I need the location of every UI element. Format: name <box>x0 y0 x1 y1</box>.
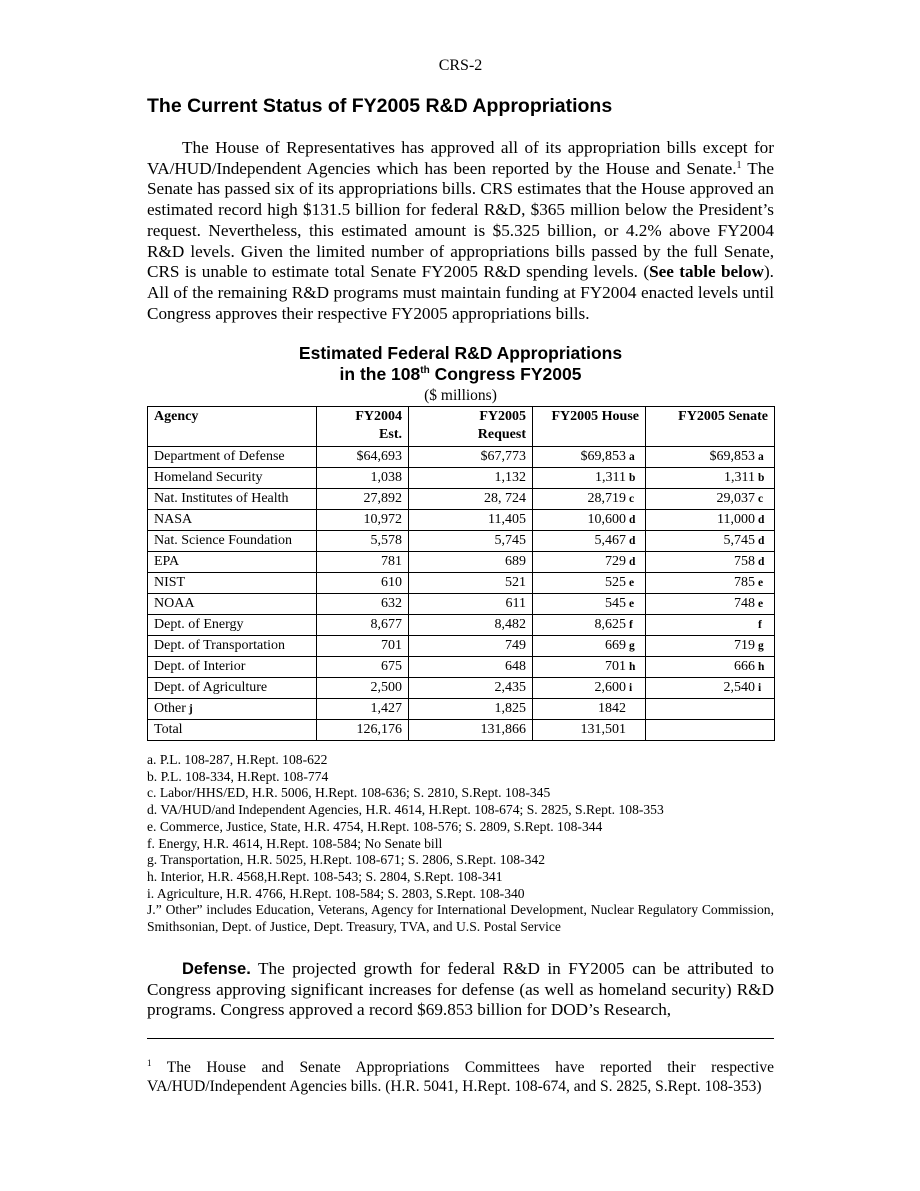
cell-fy2004 <box>317 657 409 678</box>
cell-fy2005-senate-note-mark: d <box>758 514 765 526</box>
cell-fy2004 <box>317 678 409 699</box>
cell-agency-value: Dept. of Agriculture <box>154 680 268 695</box>
cell-agency-value: NIST <box>154 575 186 590</box>
cell-fy2004 <box>317 636 409 657</box>
cell-agency <box>148 657 317 678</box>
cell-fy2005-request-value: 611 <box>505 596 526 611</box>
cell-fy2005-request <box>409 636 533 657</box>
cell-fy2005-senate <box>646 636 775 657</box>
cell-fy2005-request <box>409 720 533 741</box>
cell-fy2004-value: 701 <box>381 638 402 653</box>
cell-agency-value: Nat. Institutes of Health <box>154 491 289 506</box>
cell-fy2005-request-value: 1,132 <box>494 470 526 485</box>
table-row <box>148 699 775 720</box>
cell-fy2005-house-value: 2,600 <box>594 680 626 695</box>
cell-fy2005-house-note-mark: e <box>629 598 635 610</box>
cell-agency-value: Total <box>154 722 183 737</box>
cell-fy2005-house-value: 701 <box>605 659 626 674</box>
defense-run-in-heading: Defense. <box>182 960 251 978</box>
cell-fy2005-house-value: 10,600 <box>587 512 626 527</box>
table-row <box>148 678 775 699</box>
table-row <box>148 510 775 531</box>
table-row <box>148 489 775 510</box>
table-row <box>148 531 775 552</box>
cell-fy2005-senate <box>646 489 775 510</box>
table-title-line-1: Estimated Federal R&D Appropriations <box>298 343 623 363</box>
cell-fy2005-house <box>533 573 646 594</box>
cell-fy2005-request <box>409 489 533 510</box>
cell-fy2005-request-value: 11,405 <box>488 512 526 527</box>
cell-fy2004 <box>317 489 409 510</box>
cell-fy2005-senate <box>646 699 775 720</box>
cell-agency <box>148 636 317 657</box>
cell-fy2005-senate-value: 5,745 <box>723 533 755 548</box>
cell-fy2004 <box>317 594 409 615</box>
cell-fy2005-senate <box>646 531 775 552</box>
table-row <box>148 657 775 678</box>
cell-fy2005-request <box>409 552 533 573</box>
cell-fy2005-request-value: 5,745 <box>494 533 526 548</box>
cell-fy2004-value: 632 <box>381 596 402 611</box>
cell-fy2005-house-value: 545 <box>605 596 626 611</box>
defense-text: The projected growth for federal R&D in FY2005 can be attributed to Congress approving significant increases for defense (as well as homeland security) R&D programs. Congress approved a record $69.853 billion for DOD’s Research, <box>147 959 774 1020</box>
intro-text-1: The House of Representatives has approved all of its appropriation bills except for VA/HUD/Independent Agencies which has been reported by the House and Senate. <box>147 138 774 178</box>
cell-fy2005-request-value: 749 <box>505 638 526 653</box>
footnote <box>147 1058 774 1096</box>
table-note: J.” Other” includes Education, Veterans, Agency for International Development, Nuclear Regulatory Commission, Smithsonian, Dept. of Justice, Dept. Treasury, TVA, and U.S. Postal Service <box>147 902 774 935</box>
cell-fy2005-house <box>533 510 646 531</box>
cell-fy2005-house-note-mark: f <box>629 619 633 631</box>
cell-agency-value: Nat. Science Foundation <box>154 533 293 548</box>
cell-fy2004 <box>317 552 409 573</box>
cell-agency-value: NOAA <box>154 596 195 611</box>
table-row <box>148 720 775 741</box>
table-title-pre: in the 108 <box>339 364 421 384</box>
intro-text-3: ). All of the remaining R&D programs must maintain funding at FY2004 enacted levels until Congress approves their respective FY2005 appropriations bills. <box>147 262 774 323</box>
cell-fy2005-request <box>409 510 533 531</box>
cell-agency-value: Dept. of Transportation <box>154 638 286 653</box>
cell-fy2005-house-note-mark: g <box>629 640 635 652</box>
table-row <box>148 615 775 636</box>
cell-fy2005-request-value: 689 <box>505 554 526 569</box>
cell-fy2005-senate <box>646 468 775 489</box>
header-fy2005-house: FY2005 House <box>533 407 646 447</box>
cell-fy2004-value: 8,677 <box>370 617 402 632</box>
cell-fy2005-house <box>533 594 646 615</box>
cell-fy2005-house-value: 8,625 <box>594 617 626 632</box>
cell-fy2005-request <box>409 657 533 678</box>
table-note: d. VA/HUD/and Independent Agencies, H.R. 4614, H.Rept. 108-674; S. 2825, S.Rept. 108-353 <box>147 802 664 818</box>
cell-fy2004 <box>317 615 409 636</box>
cell-agency-value: Dept. of Interior <box>154 659 246 674</box>
table-title <box>147 343 774 385</box>
cell-fy2005-house <box>533 552 646 573</box>
cell-fy2005-senate-note-mark: d <box>758 535 765 547</box>
cell-fy2004 <box>317 720 409 741</box>
cell-fy2005-house-value: 669 <box>605 638 626 653</box>
header-fy2004-line2: Est. <box>379 427 402 442</box>
table-note: f. Energy, H.R. 4614, H.Rept. 108-584; No Senate bill <box>147 835 443 851</box>
see-table-reference: See table below <box>649 262 764 282</box>
table-row <box>148 447 775 468</box>
cell-agency <box>148 573 317 594</box>
cell-fy2005-house-value: 1,311 <box>595 470 626 485</box>
header-request-line2: Request <box>477 427 526 442</box>
cell-agency <box>148 594 317 615</box>
cell-agency-value: Other <box>154 701 186 716</box>
table-units: ($ millions) <box>424 387 497 404</box>
cell-fy2005-house <box>533 636 646 657</box>
cell-fy2005-house <box>533 615 646 636</box>
cell-fy2005-senate <box>646 447 775 468</box>
cell-fy2005-senate-value: 666 <box>734 659 755 674</box>
cell-fy2005-request <box>409 447 533 468</box>
cell-fy2005-request-value: 648 <box>505 659 526 674</box>
cell-agency <box>148 489 317 510</box>
cell-fy2005-house-value: 1842 <box>598 701 626 716</box>
cell-fy2004 <box>317 573 409 594</box>
cell-fy2004-value: 610 <box>381 575 402 590</box>
cell-fy2004-value: 781 <box>381 554 402 569</box>
cell-fy2005-senate <box>646 657 775 678</box>
cell-fy2005-senate-value: $69,853 <box>709 449 755 464</box>
table-title-line-2 <box>147 364 774 385</box>
cell-fy2004-value: $64,693 <box>356 449 402 464</box>
cell-fy2005-house-value: $69,853 <box>580 449 626 464</box>
cell-fy2004-value: 126,176 <box>356 722 402 737</box>
header-fy2004 <box>317 407 409 447</box>
cell-fy2005-house-note-mark: e <box>629 577 635 589</box>
cell-fy2004-value: 10,972 <box>363 512 402 527</box>
cell-agency <box>148 678 317 699</box>
header-fy2005-senate: FY2005 Senate <box>646 407 775 447</box>
footnote-mark: 1 <box>147 1058 152 1068</box>
table-note: i. Agriculture, H.R. 4766, H.Rept. 108-584; S. 2803, S.Rept. 108-340 <box>147 885 525 901</box>
cell-fy2005-house <box>533 657 646 678</box>
cell-fy2005-request <box>409 468 533 489</box>
cell-fy2005-house-note-mark: d <box>629 535 636 547</box>
cell-fy2005-senate-value: 785 <box>734 575 755 590</box>
cell-fy2005-request-value: 2,435 <box>494 680 526 695</box>
cell-fy2005-house-value: 28,719 <box>587 491 626 506</box>
cell-fy2005-senate <box>646 678 775 699</box>
table-title-post: Congress FY2005 <box>429 364 582 384</box>
cell-agency <box>148 615 317 636</box>
table-note: h. Interior, H.R. 4568,H.Rept. 108-543; S. 2804, S.Rept. 108-341 <box>147 868 503 884</box>
cell-fy2005-house <box>533 699 646 720</box>
cell-fy2005-senate-note-mark: a <box>758 451 764 463</box>
table-row <box>148 573 775 594</box>
cell-fy2004-value: 675 <box>381 659 402 674</box>
table-note: a. P.L. 108-287, H.Rept. 108-622 <box>147 752 328 767</box>
cell-fy2004 <box>317 468 409 489</box>
cell-fy2005-house-value: 131,501 <box>580 722 626 737</box>
cell-agency-value: Homeland Security <box>154 470 263 485</box>
page-number: CRS-2 <box>438 57 483 74</box>
cell-fy2005-senate-note-mark: e <box>758 598 764 610</box>
footnote-text: The House and Senate Appropriations Committees have reported their respective VA/HUD/Independent Agencies bills. (H.R. 5041, H.Rept. 108-674, and S. 2825, S.Rept. 108-353) <box>147 1059 774 1095</box>
cell-agency-value: NASA <box>154 512 193 527</box>
table-notes <box>147 752 774 936</box>
defense-paragraph <box>147 959 774 1021</box>
cell-fy2005-senate-note-mark: c <box>758 493 764 505</box>
table-note: c. Labor/HHS/ED, H.R. 5006, H.Rept. 108-636; S. 2810, S.Rept. 108-345 <box>147 785 551 801</box>
cell-fy2005-senate-note-mark: i <box>758 682 762 694</box>
cell-fy2005-senate <box>646 510 775 531</box>
cell-fy2005-house <box>533 531 646 552</box>
table-title-sup: th <box>420 365 430 376</box>
footnote-separator <box>147 1038 774 1039</box>
cell-fy2005-senate-value: 758 <box>734 554 755 569</box>
cell-fy2005-house <box>533 489 646 510</box>
cell-fy2005-request-value: 1,825 <box>494 701 526 716</box>
table-note: b. P.L. 108-334, H.Rept. 108-774 <box>147 768 329 784</box>
cell-fy2005-senate-value: 748 <box>734 596 755 611</box>
cell-fy2005-house <box>533 720 646 741</box>
cell-agency <box>148 447 317 468</box>
cell-fy2005-request <box>409 594 533 615</box>
cell-agency <box>148 531 317 552</box>
cell-fy2004 <box>317 447 409 468</box>
cell-fy2005-house-note-mark: i <box>629 682 633 694</box>
cell-fy2004 <box>317 510 409 531</box>
cell-fy2005-house-note-mark: a <box>629 451 635 463</box>
cell-fy2005-senate-note-mark: f <box>758 619 762 631</box>
cell-fy2004 <box>317 699 409 720</box>
cell-agency <box>148 552 317 573</box>
table-row <box>148 594 775 615</box>
cell-fy2005-house <box>533 678 646 699</box>
cell-fy2005-request <box>409 531 533 552</box>
cell-fy2005-senate-value: 719 <box>734 638 755 653</box>
cell-fy2005-request-value: 521 <box>505 575 526 590</box>
intro-paragraph <box>147 138 774 324</box>
cell-fy2005-senate-note-mark: e <box>758 577 764 589</box>
cell-fy2005-house-value: 729 <box>605 554 626 569</box>
intro-text-2: The Senate has passed six of its appropriations bills. CRS estimates that the House approved an estimated record high $131.5 billion for federal R&D, $365 million below the President’s request. Nevertheless, this estimated amount is $5.325 billion, or 4.2% above FY2004 R&D levels. Given the limited number of appropriations bills passed by the full Senate, CRS is unable to estimate total Senate FY2005 R&D spending levels. ( <box>147 158 774 282</box>
cell-fy2005-senate-note-mark: h <box>758 661 765 673</box>
cell-fy2005-senate-value: 11,000 <box>717 512 755 527</box>
table-header-row <box>148 407 775 447</box>
cell-agency <box>148 699 317 720</box>
cell-fy2005-senate-value: 1,311 <box>724 470 755 485</box>
cell-fy2005-request <box>409 678 533 699</box>
cell-agency <box>148 720 317 741</box>
cell-fy2005-request <box>409 573 533 594</box>
cell-fy2005-senate <box>646 573 775 594</box>
cell-fy2005-house-value: 5,467 <box>594 533 626 548</box>
cell-fy2004 <box>317 531 409 552</box>
cell-fy2005-senate-note-mark: g <box>758 640 764 652</box>
cell-fy2005-senate-value: 2,540 <box>723 680 755 695</box>
cell-fy2005-house-value: 525 <box>605 575 626 590</box>
table-row <box>148 636 775 657</box>
cell-fy2005-house-note-mark: d <box>629 514 636 526</box>
cell-fy2004-value: 1,038 <box>370 470 402 485</box>
cell-fy2005-house-note-mark: h <box>629 661 636 673</box>
table-row <box>148 468 775 489</box>
cell-fy2005-request-value: 131,866 <box>480 722 526 737</box>
cell-agency-note-mark: j <box>188 703 193 715</box>
cell-agency-value: Dept. of Energy <box>154 617 244 632</box>
cell-fy2005-senate-note-mark: b <box>758 472 765 484</box>
table-row <box>148 552 775 573</box>
cell-fy2005-request <box>409 699 533 720</box>
cell-fy2005-request-value: 8,482 <box>494 617 526 632</box>
header-agency: Agency <box>148 407 317 447</box>
cell-fy2005-senate <box>646 720 775 741</box>
cell-fy2005-request-value: 28, 724 <box>484 491 526 506</box>
cell-fy2005-senate-note-mark: d <box>758 556 765 568</box>
cell-fy2005-house <box>533 468 646 489</box>
header-fy2005-request <box>409 407 533 447</box>
cell-fy2005-senate <box>646 615 775 636</box>
cell-agency <box>148 510 317 531</box>
footnote-reference[interactable]: 1 <box>736 159 742 171</box>
cell-fy2004-value: 27,892 <box>363 491 402 506</box>
rd-appropriations-table <box>147 406 775 741</box>
cell-fy2004-value: 1,427 <box>370 701 402 716</box>
cell-fy2005-senate-value: 29,037 <box>716 491 755 506</box>
cell-fy2004-value: 5,578 <box>370 533 402 548</box>
cell-agency <box>148 468 317 489</box>
cell-fy2005-request <box>409 615 533 636</box>
cell-fy2005-house-note-mark: c <box>629 493 635 505</box>
table-note: e. Commerce, Justice, State, H.R. 4754, H.Rept. 108-576; S. 2809, S.Rept. 108-344 <box>147 818 603 834</box>
cell-fy2005-request-value: $67,773 <box>480 449 526 464</box>
cell-fy2004-value: 2,500 <box>370 680 402 695</box>
cell-fy2005-senate <box>646 552 775 573</box>
cell-agency-value: Department of Defense <box>154 449 285 464</box>
cell-fy2005-house-note-mark: b <box>629 472 636 484</box>
header-fy2004-line1: FY2004 <box>355 409 402 424</box>
section-heading: The Current Status of FY2005 R&D Appropriations <box>147 95 613 117</box>
cell-agency-value: EPA <box>154 554 180 569</box>
cell-fy2005-house <box>533 447 646 468</box>
table-note: g. Transportation, H.R. 5025, H.Rept. 108-671; S. 2806, S.Rept. 108-342 <box>147 852 546 868</box>
cell-fy2005-senate <box>646 594 775 615</box>
header-request-line1: FY2005 <box>479 409 526 424</box>
cell-fy2005-house-note-mark: d <box>629 556 636 568</box>
